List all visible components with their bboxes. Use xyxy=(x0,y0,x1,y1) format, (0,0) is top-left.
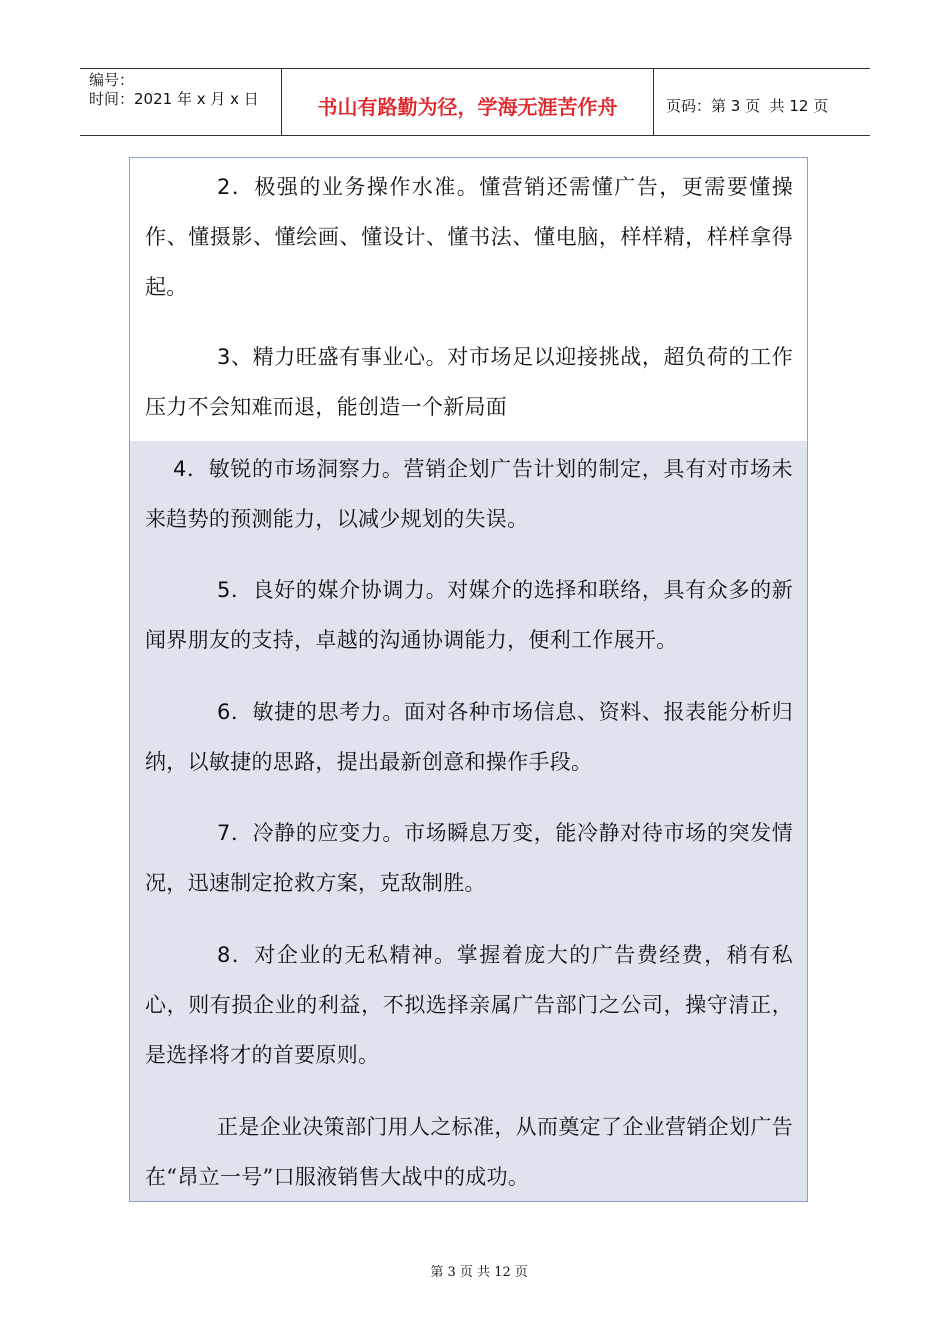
paragraph-text: 敏锐的市场洞察力。营销企划广告计划的制定，具有对市场未来趋势的预测能力，以减少规划的失误。 xyxy=(145,457,793,531)
content-frame xyxy=(129,157,808,1202)
paragraph-conclusion xyxy=(145,1102,793,1202)
paragraph-number: 2． xyxy=(217,175,255,199)
paragraph-text: 正是企业决策部门用人之标准，从而奠定了企业营销企划广告在“昂立一号”口服液销售大战中的成功。 xyxy=(145,1115,793,1189)
paragraph-number: 5． xyxy=(217,578,253,602)
page-header xyxy=(80,68,870,136)
header-meta xyxy=(80,69,282,135)
document-time-label: 时间：2021 年 x 月 x 日 xyxy=(89,90,259,108)
paragraph-2 xyxy=(145,162,793,312)
header-motto xyxy=(282,69,654,135)
paragraph-text: 对企业的无私精神。掌握着庞大的广告费经费，稍有私心，则有损企业的利益，不拟选择亲属广告部门之公司，操守清正，是选择将才的首要原则。 xyxy=(145,943,793,1067)
motto-text: 书山有路勤为径，学海无涯苦作舟 xyxy=(317,94,618,119)
paragraph-8 xyxy=(145,930,793,1080)
paragraph-text: 冷静的应变力。市场瞬息万变，能冷静对待市场的突发情况，迅速制定抢救方案，克敌制胜。 xyxy=(145,821,793,895)
paragraph-text: 精力旺盛有事业心。对市场足以迎接挑战，超负荷的工作压力不会知难而退，能创造一个新局面 xyxy=(145,345,793,419)
paragraph-text: 敏捷的思考力。面对各种市场信息、资料、报表能分析归纳，以敏捷的思路，提出最新创意和操作手段。 xyxy=(145,700,793,774)
paragraph-3 xyxy=(145,332,793,432)
paragraph-number: 3、 xyxy=(217,345,253,369)
paragraph-7 xyxy=(145,808,793,908)
paragraph-number: 8． xyxy=(217,943,255,967)
page-number-label: 页码：第 3 页 共 12 页 xyxy=(666,96,829,115)
header-page-info xyxy=(654,69,870,135)
page-footer xyxy=(0,1246,950,1280)
paragraph-text: 极强的业务操作水准。懂营销还需懂广告，更需要懂操作、懂摄影、懂绘画、懂设计、懂书法、懂电脑，样样精，样样拿得起。 xyxy=(145,175,793,299)
footer-page-number: 第 3 页 共 12 页 xyxy=(430,1265,528,1280)
paragraph-number: 7． xyxy=(217,821,253,845)
paragraph-4 xyxy=(145,444,793,544)
paragraph-text: 良好的媒介协调力。对媒介的选择和联络，具有众多的新闻界朋友的支持，卓越的沟通协调能力，便利工作展开。 xyxy=(145,578,793,652)
paragraph-5 xyxy=(145,565,793,665)
paragraph-number: 6． xyxy=(217,700,253,724)
document-number-label: 编号： xyxy=(89,71,135,89)
paragraph-6 xyxy=(145,687,793,787)
paragraph-number: 4． xyxy=(173,457,209,481)
